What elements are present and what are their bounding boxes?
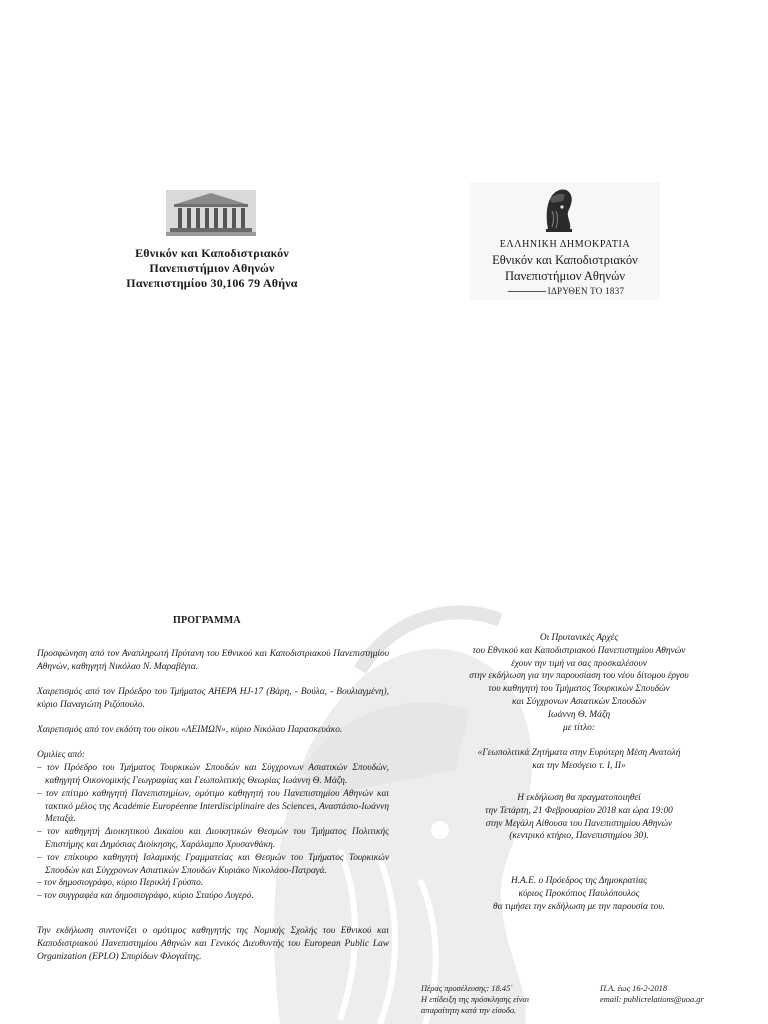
invitation-line: Ιωάννη Θ. Μάζη — [547, 709, 611, 720]
rsvp-email: email: publicrelations@uoa.gr — [600, 995, 704, 1005]
invitation-column — [420, 632, 738, 914]
founded-text: ΙΔΡΥΘΕΝ ΤΟ 1837 — [547, 286, 625, 296]
invitation-line: του Εθνικού και Καποδιστριακού Πανεπιστημίου Αθηνών — [472, 645, 686, 656]
left-header-line2: Πανεπιστήμιον Αθηνών — [149, 261, 275, 275]
event-detail-line: (κεντρικό κτήριο, Πανεπιστημίου 30). — [509, 831, 649, 842]
greek-republic-header — [470, 238, 660, 298]
invitation-line: στην εκδήλωση για την παρουσίαση του νέου δίτομου έργου — [469, 671, 689, 682]
event-detail-line: Η εκδήλωση θα πραγματοποιηθεί — [517, 792, 641, 803]
speaker-item: – τον επίκουρο καθηγητή Ισλαμικής Γραμματείας και Θεσμών του Τμήματος Τουρκικών Σπουδών και Σύγχρονων Ασιατικών Σπουδών Κυριάκο Νικολάου-Πατραγά. — [37, 852, 389, 876]
invitation-line: με τίτλο: — [563, 722, 595, 733]
university-building-icon — [166, 190, 256, 236]
program-title: ΠΡΟΓΡΑΜΜΑ — [173, 615, 241, 626]
rsvp-note — [600, 983, 740, 1005]
speaker-item: – τον επίτιμο καθηγητή Πανεπιστημίων, ομότιμο καθηγητή του Πανεπιστημίου Αθηνών και τακτικό μέλος της Académie Européenne Interdisciplinaire des Sciences, Αναστάσιο-Ιωάννη Μεταξά. — [37, 788, 389, 825]
invitation-required-line2: απαραίτητη κατά την είσοδο. — [421, 1006, 517, 1016]
president-line: θα τιμήσει την εκδήλωση με την παρουσία του. — [492, 901, 665, 912]
invitation-line: Οι Πρυτανικές Αρχές — [539, 633, 619, 643]
speaker-item: – τον Πρόεδρο του Τμήματος Τουρκικών Σπουδών και Σύγχρονων Ασιατικών Σπουδών, καθηγητή Οικονομικής Γεωγραφίας και Γεωπολιτικής Θεωρίας Ιωάννη Θ. Μάζη. — [37, 763, 389, 787]
invitation-required-line1: Η επίδειξη της πρόσκλησης είναι — [421, 995, 530, 1005]
left-header-line1: Εθνικόν και Καποδιστριακόν — [135, 246, 289, 260]
event-detail-line: στην Μεγάλη Αίθουσα του Πανεπιστημίου Αθηνών — [485, 818, 673, 829]
invitation-line: και Σύγχρονων Ασιατικών Σπουδών — [511, 696, 647, 707]
rsvp-deadline: Π.Α. έως 16-2-2018 — [600, 984, 668, 993]
program-item-greeting-1: Χαιρετισμός από τον Πρόεδρο του Τμήματος ΑΗΕΡΑ ΗJ-17 (Βάρη, - Βούλα, - Βουλιαγμένη), κύριο Παναγιώτη Ριζόπουλο. — [37, 687, 389, 710]
speaker-item: – τον δημοσιογράφο, κύριο Περικλή Γρύσπο. — [37, 878, 204, 889]
speaker-item: – τον συγγραφέα και δημοσιογράφο, κύριο Σταύρο Λυγερό. — [37, 891, 254, 902]
book-title-line2: και την Μεσόγειο τ. Ι, ΙΙ» — [532, 761, 626, 772]
program-item-greeting-2: Χαιρετισμός από τον εκδότη του οίκου «ΛΕΙΜΩΝ», κύριο Νικόλαο Παρασκευάκο. — [37, 725, 343, 736]
president-line: Η.Α.Ε. ο Πρόεδρος της Δημοκρατίας — [510, 876, 648, 887]
book-title-line1: «Γεωπολιτικά Ζητήματα στην Ευρύτερη Μέση Ανατολή — [477, 748, 681, 759]
founded-line — [470, 284, 660, 298]
invitation-line: έχουν την τιμή να σας προσκαλέσουν — [511, 658, 647, 669]
arrival-deadline: Πέρας προσέλευσης: 18.45΄ — [421, 984, 514, 993]
athena-head-icon — [540, 185, 576, 235]
invitation-line: του καθηγητή του Τμήματος Τουρκικών Σπουδών — [488, 684, 670, 695]
left-header-line3: Πανεπιστημίου 30,106 79 Αθήνα — [126, 276, 298, 290]
program-item-welcome-address: Προσφώνηση από τον Αναπληρωτή Πρύτανη του Εθνικού και Καποδιστριακού Πανεπιστημίου Αθηνών, καθηγητή Νικόλαο Ν. Μαραβέγια. — [37, 649, 389, 672]
university-address-block — [98, 246, 326, 291]
speakers-intro: Ομιλίες από: — [37, 750, 86, 761]
right-header-line1: ΕΛΛΗΝΙΚΗ ΔΗΜΟΚΡΑΤΙΑ — [499, 239, 631, 250]
arrival-note — [421, 983, 561, 1017]
right-header-line2: Εθνικόν και Καποδιστριακόν — [492, 253, 638, 267]
speaker-item: – τον καθηγητή Διοικητικού Δικαίου και Διοικητικών Θεσμών του Τμήματος Πολιτικής Επιστήμης και Δημόσιας Διοίκησης, Χαράλαμπο Χρυσανθάκη. — [37, 827, 389, 851]
event-detail-line: την Τετάρτη, 21 Φεβρουαρίου 2018 και ώρα 19:00 — [485, 805, 673, 816]
coordinator-paragraph: Την εκδήλωση συντονίζει ο ομότιμος καθηγητής της Νομικής Σχολής του Εθνικού και Καποδιστριακού Πανεπιστημίου Αθηνών και Γενικός Διευθυντής του European Public Law Organization (EPLO) Σπυρίδων Φλογαΐτης. — [37, 926, 389, 962]
president-line: κύριος Προκόπιος Παυλόπουλος — [518, 888, 640, 899]
program-column — [37, 648, 389, 976]
right-header-line3: Πανεπιστήμιον Αθηνών — [505, 269, 625, 283]
founded-rule-left — [508, 291, 546, 292]
